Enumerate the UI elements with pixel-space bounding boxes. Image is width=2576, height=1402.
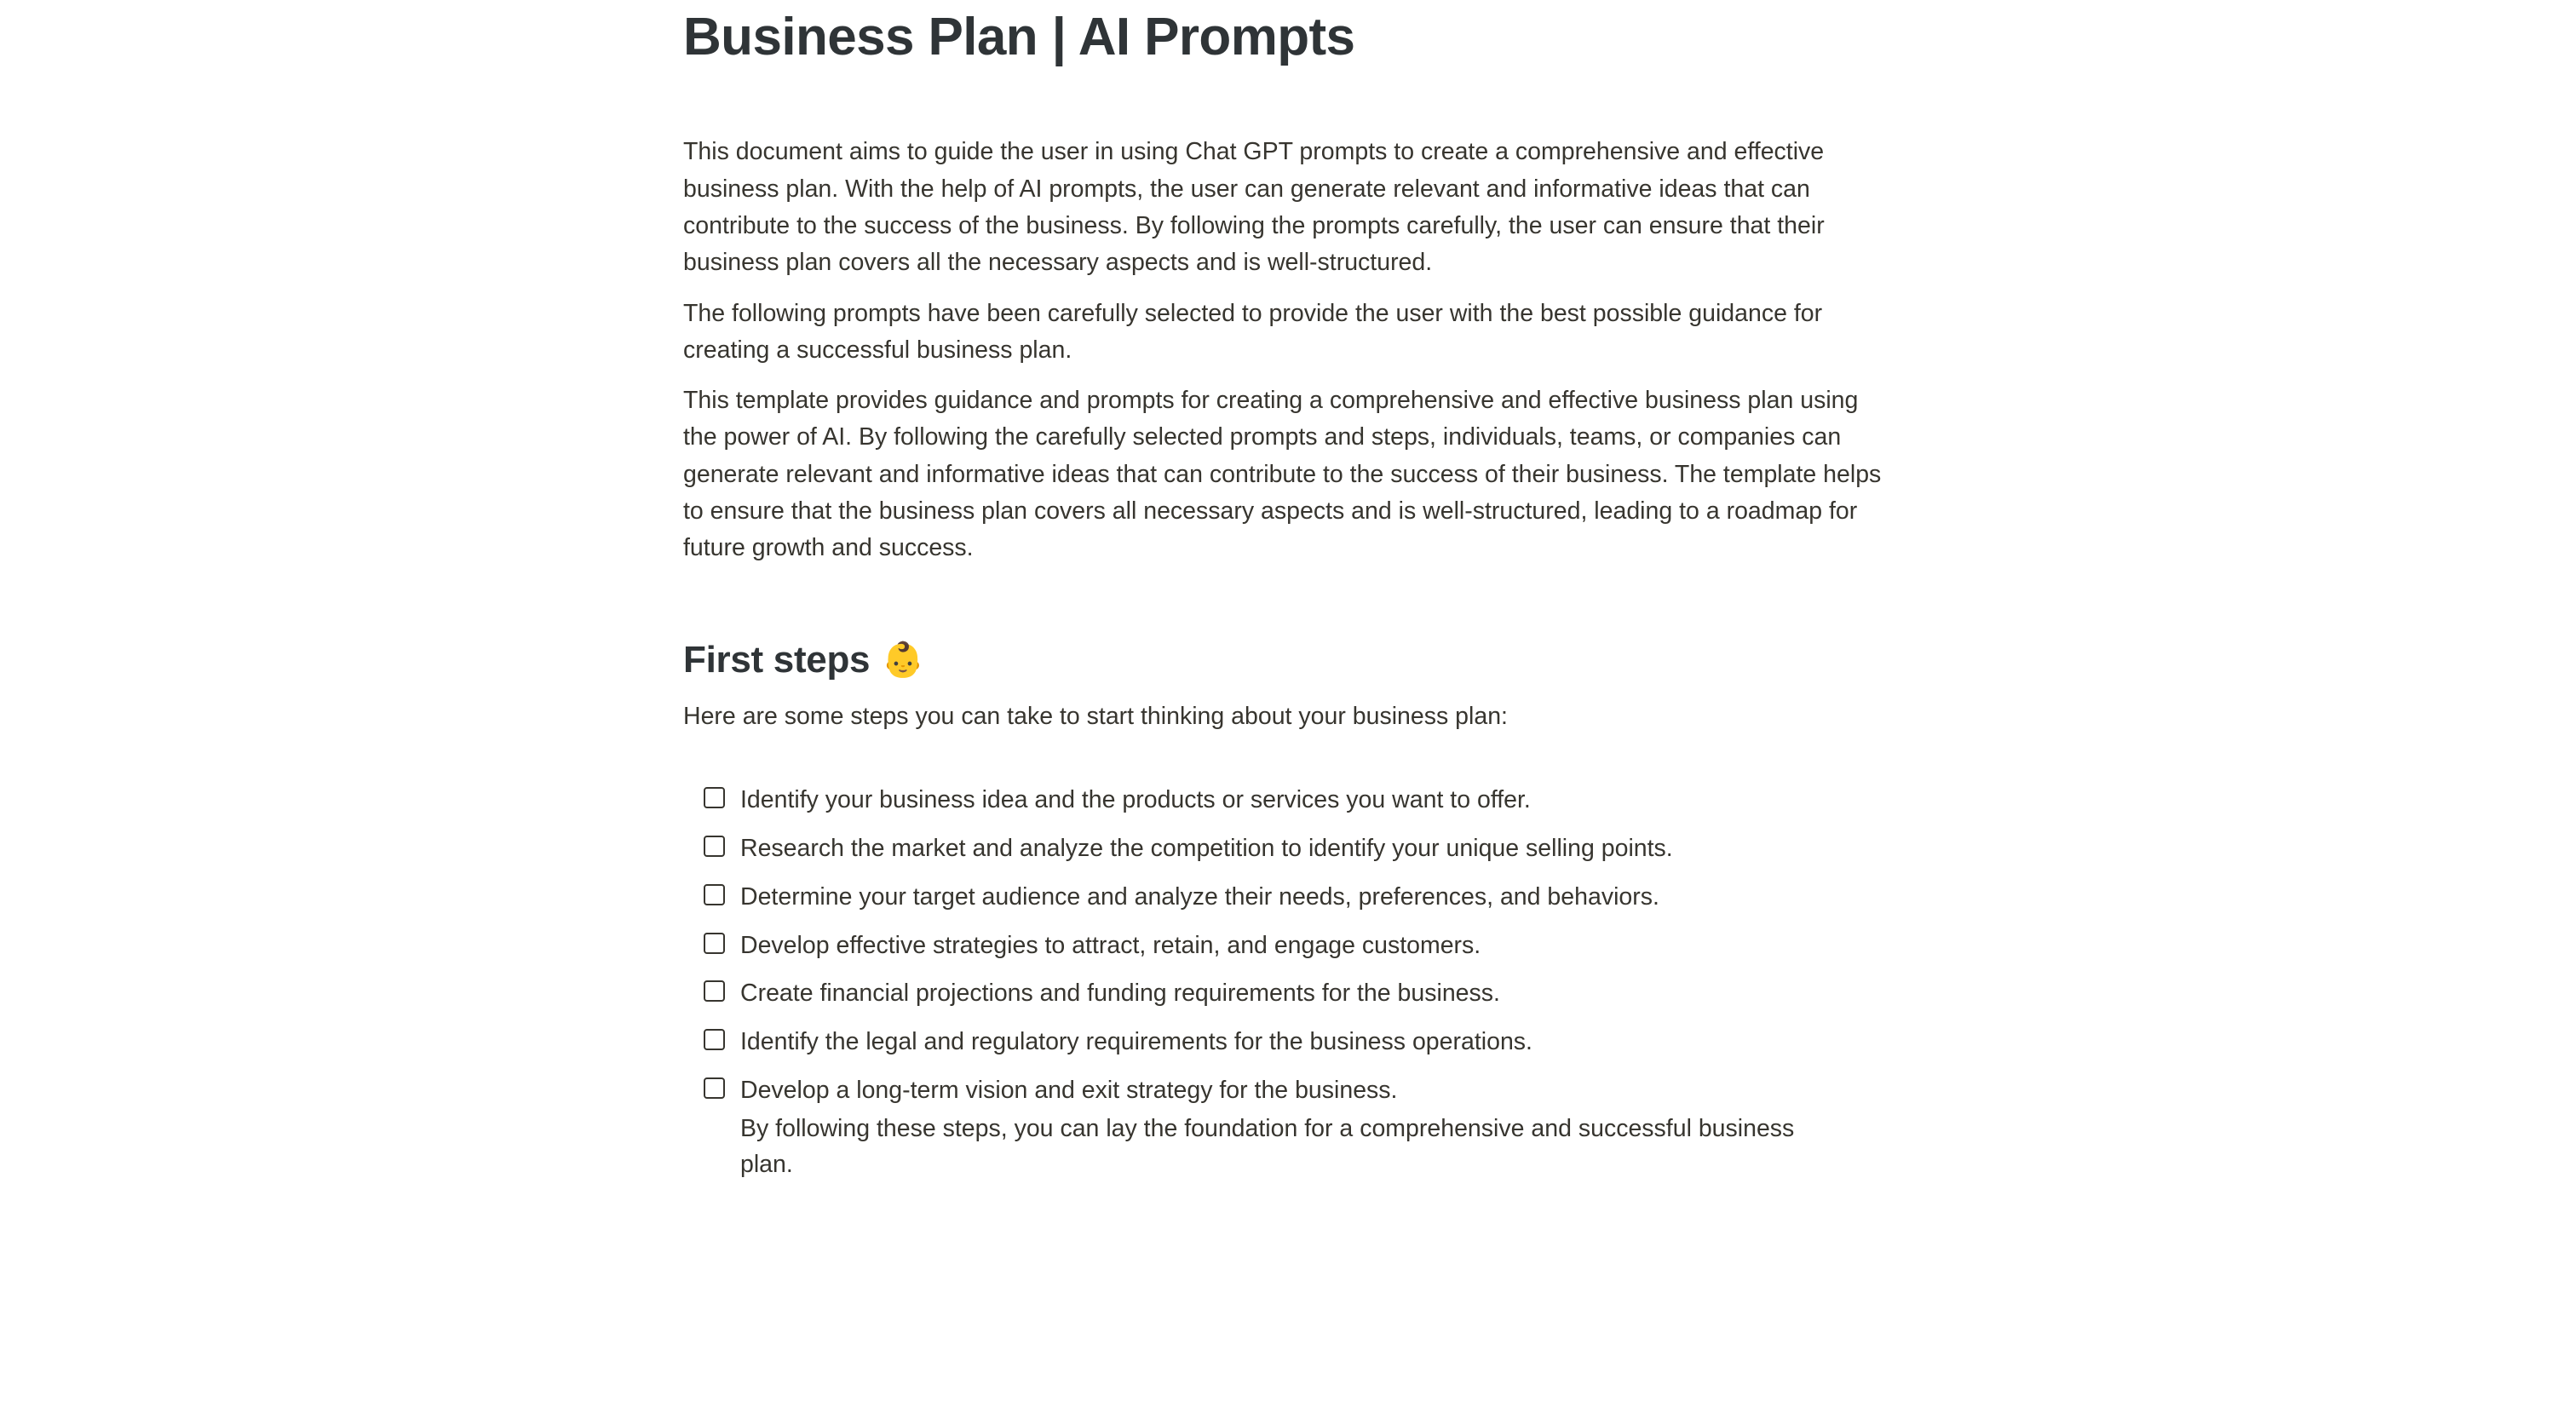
list-item[interactable]	[704, 928, 1893, 964]
section-heading-first-steps	[683, 639, 1893, 681]
list-item-label: Develop a long-term vision and exit strategy for the business.	[740, 1076, 1398, 1104]
list-item-label: Research the market and analyze the competition to identify your unique selling points.	[740, 835, 1673, 863]
intro-paragraph-3: This template provides guidance and prompts for creating a comprehensive and effective business plan using the power of AI. By following the carefully selected prompts and steps, individuals, teams, or companies can generate relevant and informative ideas that can contribute to the success of their business. The template helps to ensure that the business plan covers all necessary aspects and is well-structured, leading to a roadmap for future growth and success.	[683, 387, 1882, 562]
list-item[interactable]	[704, 1024, 1893, 1060]
list-item-label: Determine your target audience and analyze their needs, preferences, and behaviors.	[740, 882, 1659, 911]
list-item-label: Identify the legal and regulatory requirements for the business operations.	[740, 1028, 1532, 1056]
section-heading-label: First steps	[683, 638, 871, 681]
list-item-label: Create financial projections and funding requirements for the business.	[740, 980, 1500, 1008]
list-item[interactable]	[704, 782, 1893, 819]
checkbox-icon[interactable]	[704, 1077, 725, 1099]
intro-section	[683, 134, 1893, 566]
baby-emoji-icon: 👶	[882, 641, 924, 679]
intro-paragraph-2: The following prompts have been carefully selected to provide the user with the best possible guidance for creating a successful business plan.	[683, 299, 1823, 364]
intro-paragraph-1: This document aims to guide the user in using Chat GPT prompts to create a comprehensive and effective business plan. With the help of AI prompts, the user can generate relevant and informative ideas that can contribute to the success of the business. By following the prompts carefully, the user can ensure that their business plan covers all the necessary aspects and is well-structured.	[683, 138, 1825, 277]
checkbox-icon[interactable]	[704, 787, 725, 808]
checkbox-icon[interactable]	[704, 836, 725, 857]
document-content	[683, 0, 1893, 1183]
checkbox-icon[interactable]	[704, 933, 725, 954]
list-item-label: Develop effective strategies to attract, retain, and engage customers.	[740, 931, 1481, 959]
list-item[interactable]	[704, 1072, 1893, 1183]
checkbox-icon[interactable]	[704, 1029, 725, 1050]
list-item[interactable]	[704, 975, 1893, 1012]
page-title: Business Plan | AI Prompts	[683, 8, 1355, 66]
checkbox-icon[interactable]	[704, 980, 725, 1002]
list-item[interactable]	[704, 830, 1893, 867]
section-lead-text: Here are some steps you can take to start thinking about your business plan:	[683, 702, 1508, 730]
list-item-body	[740, 1072, 1848, 1183]
first-steps-checklist	[683, 782, 1893, 1183]
checkbox-icon[interactable]	[704, 884, 725, 905]
list-item-label: Identify your business idea and the products or services you want to offer.	[740, 786, 1531, 814]
list-item[interactable]	[704, 879, 1893, 916]
list-item-sublabel: By following these steps, you can lay the foundation for a comprehensive and successful business plan.	[740, 1114, 1795, 1179]
